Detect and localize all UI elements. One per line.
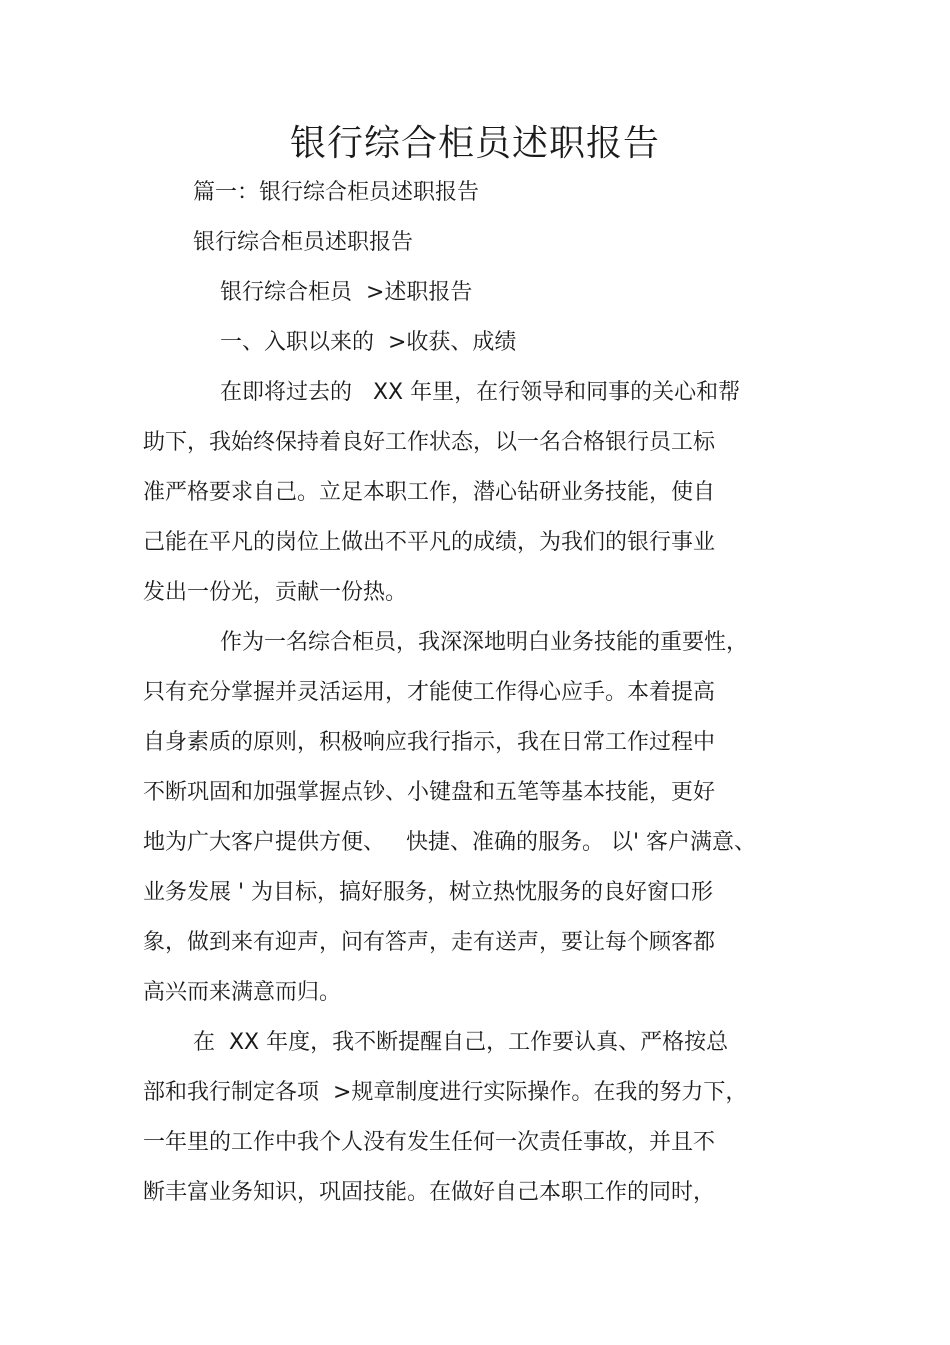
- section-1-heading: 一、入职以来的 >收获、成绩: [220, 330, 517, 355]
- subtitle: 银行综合柜员述职报告: [193, 230, 414, 255]
- section-heading: 篇一：银行综合柜员述职报告: [193, 180, 480, 205]
- paragraph-line: 发出一份光，贡献一份热。: [143, 580, 408, 605]
- paragraph-line: 象，做到来有迎声，问有答声，走有送声，要让每个顾客都: [143, 930, 716, 955]
- paragraph-line: 助下，我始终保持着良好工作状态，以一名合格银行员工标: [143, 430, 716, 455]
- paragraph-line: 不断巩固和加强掌握点钞、小键盘和五笔等基本技能，更好: [143, 780, 716, 805]
- paragraph-line: 业务发展 ' 为目标，搞好服务，树立热忱服务的良好窗口形: [143, 880, 714, 905]
- paragraph-line: 准严格要求自己。立足本职工作，潜心钻研业务技能，使自: [143, 480, 716, 505]
- paragraph-line: 部和我行制定各项 >规章制度进行实际操作。在我的努力下，: [143, 1080, 748, 1105]
- paragraph-line: 高兴而来满意而归。: [143, 980, 342, 1005]
- paragraph-line: 己能在平凡的岗位上做出不平凡的成绩，为我们的银行事业: [143, 530, 716, 555]
- paragraph-line: 在即将过去的 XX 年里，在行领导和同事的关心和帮: [220, 380, 741, 405]
- document-title: 银行综合柜员述职报告: [289, 123, 660, 164]
- subtitle-2: 银行综合柜员 >述职报告: [220, 280, 473, 305]
- paragraph-line: 地为广大客户提供方便、 快捷、准确的服务。 以' 客户满意、: [143, 830, 757, 855]
- paragraph-line: 一年里的工作中我个人没有发生任何一次责任事故，并且不: [143, 1130, 716, 1155]
- paragraph-line: 只有充分掌握并灵活运用，才能使工作得心应手。本着提高: [143, 680, 716, 705]
- paragraph-line: 在 XX 年度，我不断提醒自己，工作要认真、严格按总: [193, 1030, 729, 1055]
- paragraph-line: 自身素质的原则，积极响应我行指示，我在日常工作过程中: [143, 730, 716, 755]
- paragraph-line: 作为一名综合柜员，我深深地明白业务技能的重要性，: [220, 630, 749, 655]
- paragraph-line: 断丰富业务知识，巩固技能。在做好自己本职工作的同时，: [143, 1180, 716, 1205]
